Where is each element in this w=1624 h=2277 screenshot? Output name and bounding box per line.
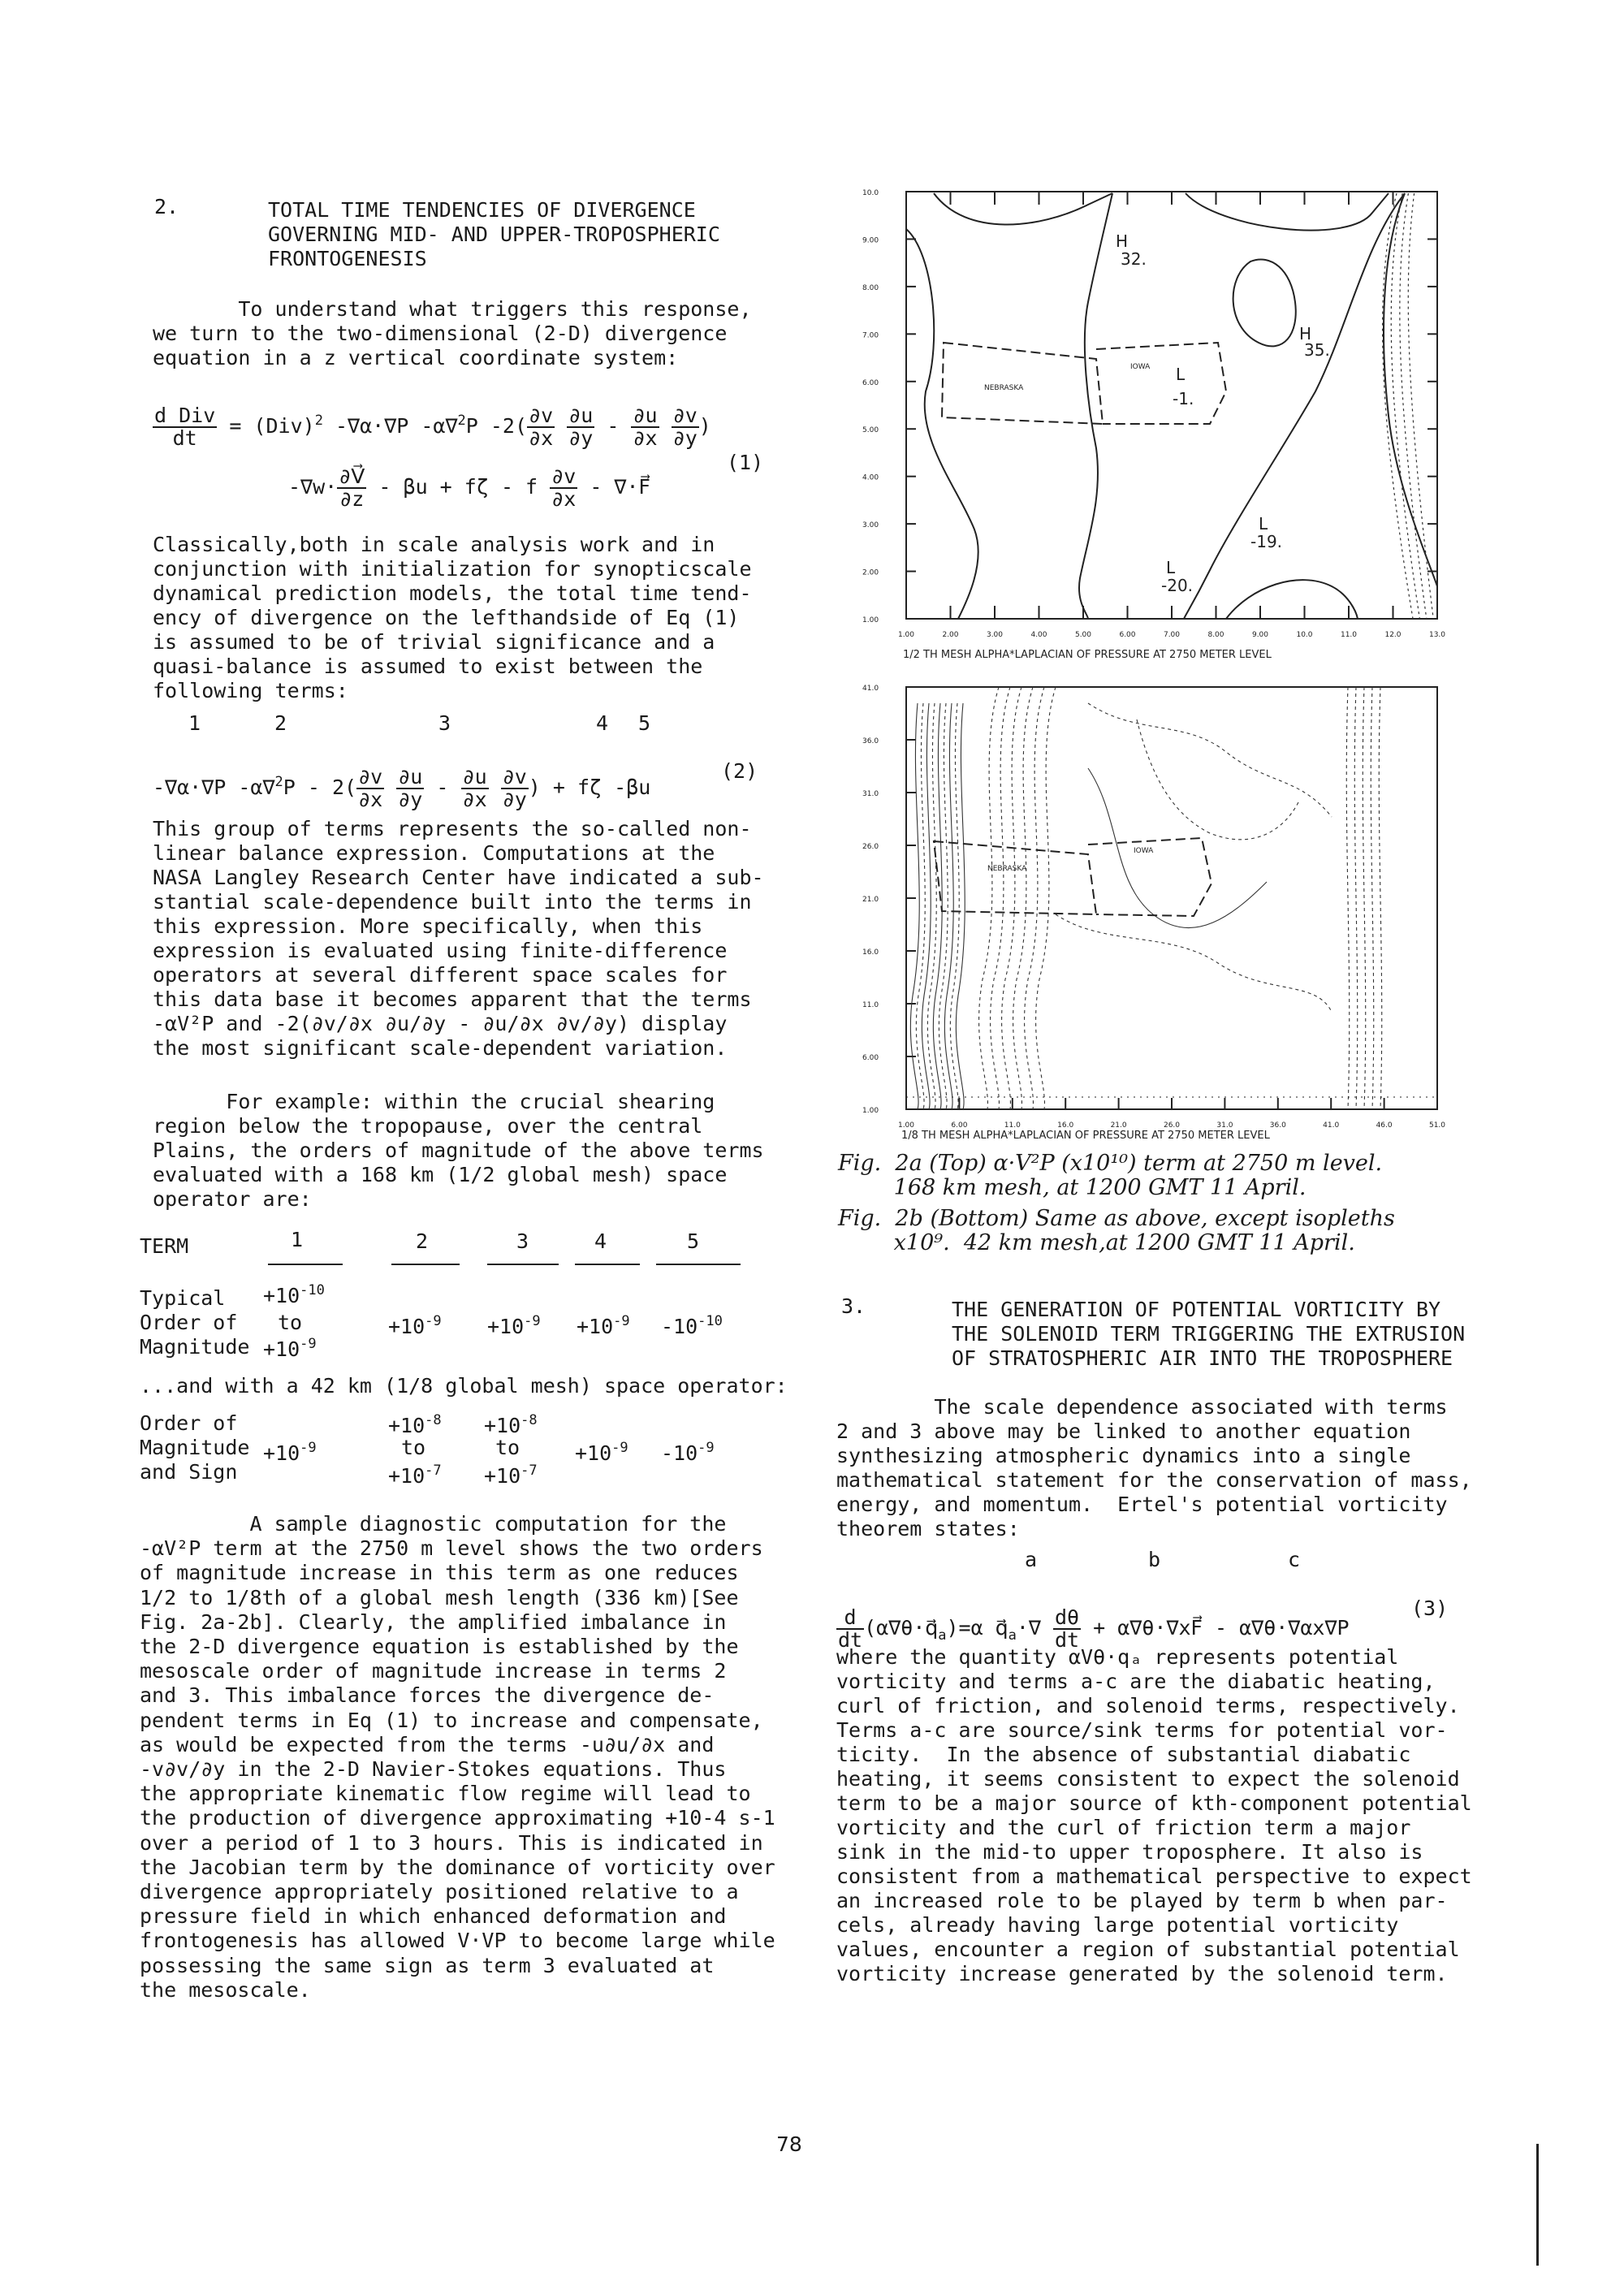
- dotted-contour: [1391, 193, 1419, 619]
- figure-2b-plot: [862, 685, 1445, 1142]
- y-tick-label: 7.00: [862, 331, 879, 340]
- table-header-term: TERM: [140, 1234, 189, 1258]
- figure-2a-plot: [862, 189, 1445, 661]
- y-tick-label: 36.0: [862, 737, 879, 745]
- text-line: mathematical statement for the conservation of mass,: [836, 1468, 1472, 1492]
- figure-2a: [844, 180, 1445, 668]
- nebraska-border: [942, 343, 1103, 424]
- text-line: consistent from a mathematical perspective to expect: [836, 1864, 1472, 1888]
- table2-row-label-1: Order of: [140, 1411, 238, 1435]
- x-tick-label: 2.00: [942, 631, 959, 639]
- figure-2b: [844, 671, 1445, 1142]
- y-tick-label: 8.00: [862, 283, 879, 292]
- text-line: This group of terms represents the so-called non-: [153, 817, 752, 840]
- table1-row-label-2: Order of: [140, 1311, 238, 1334]
- section3-number: 3.: [841, 1294, 866, 1318]
- table1-value-2: $+10^{-9}$: [388, 1313, 442, 1338]
- table2-col5: $-10^{-9}$: [661, 1440, 715, 1465]
- y-tick-label: 2.00: [862, 568, 879, 577]
- y-tick-label: 31.0: [862, 790, 879, 798]
- text-line: the 2-D divergence equation is established by the: [140, 1635, 739, 1658]
- table1-col1-bot: $+10^{-9}$: [263, 1336, 317, 1361]
- text-line: vorticity and terms a-c are the diabatic heating,: [836, 1670, 1436, 1693]
- text-line: the appropriate kinematic flow regime will lead to: [140, 1782, 751, 1806]
- contour: [956, 703, 965, 1109]
- section-title-line-3: FRONTOGENESIS: [268, 247, 427, 270]
- dotted-contour: [1408, 193, 1433, 619]
- contour: [1384, 193, 1437, 586]
- text-line: dynamical prediction models, the total time tend-: [153, 581, 752, 605]
- text-line: The scale dependence associated with terms: [836, 1395, 1448, 1419]
- y-tick-label: 1.00: [862, 1107, 879, 1115]
- text-line: cels, already having large potential vorticity: [836, 1913, 1399, 1937]
- table1-value-4: $+10^{-9}$: [577, 1313, 630, 1338]
- text-line: Terms a-c are source/sink terms for potential vor-: [836, 1718, 1448, 1742]
- x-tick-label: 21.0: [1110, 1121, 1127, 1130]
- text-line: pendent terms in Eq (1) to increase and compensate,: [140, 1708, 763, 1732]
- text-line: NASA Langley Research Center have indicated a sub-: [153, 866, 764, 889]
- text-line: of magnitude increase in this term as one reduces: [140, 1561, 739, 1585]
- eq3-term-b: b: [1148, 1548, 1161, 1571]
- figure-2a-frame: [906, 192, 1437, 619]
- x-tick-label: 46.0: [1376, 1121, 1393, 1130]
- y-tick-label: 1.00: [862, 616, 879, 624]
- text-line: the production of divergence approximating +10-4 s-1: [140, 1806, 775, 1830]
- text-line: -v∂v/∂y in the 2-D Navier-Stokes equations. Thus: [140, 1757, 727, 1781]
- y-tick-label: 10.0: [862, 189, 879, 197]
- x-tick-label: 9.00: [1251, 631, 1269, 639]
- dotted-contour: [1371, 687, 1373, 1109]
- table-header-rule-3: [487, 1264, 559, 1265]
- text-line: conjunction with initialization for synopticscale: [153, 557, 752, 581]
- equation-1-line-2: -∇w· $\frac{\partial V⃗}{\partial z}$ - βu + fζ - f $\frac{\partial v}{\partial x}$ - ∇·F⃗: [288, 464, 650, 511]
- text-line: Classically,both in scale analysis work and in: [153, 533, 715, 556]
- text-line: For example: within the crucial shearing: [153, 1090, 715, 1113]
- low-value: -1.: [1173, 389, 1194, 408]
- text-line: energy, and momentum. Ertel's potential vorticity: [836, 1493, 1448, 1516]
- eq2-term-5: 5: [638, 711, 651, 735]
- table1-row-label-1: Typical: [140, 1286, 226, 1310]
- text-line: operator are:: [153, 1187, 312, 1211]
- table-header-2: 2: [416, 1229, 429, 1253]
- text-line: the mesoscale.: [140, 1977, 311, 2002]
- dotted-contour: [1354, 687, 1357, 1109]
- figure-2b-caption: 1/8 TH MESH ALPHA*LAPLACIAN OF PRESSURE AT 2750 METER LEVEL: [901, 1130, 1270, 1142]
- text-line: vorticity and the curl of friction term a major: [836, 1816, 1411, 1839]
- text-line: quasi-balance is assumed to exist between the: [153, 655, 703, 678]
- contour: [1088, 703, 1332, 817]
- text-line: -αV²P and -2(∂v/∂x ∂u/∂y - ∂u/∂x ∂v/∂y) display: [153, 1012, 728, 1035]
- iowa-border: [1096, 343, 1226, 424]
- contour: [1226, 580, 1358, 619]
- equation-2-number: (2): [721, 759, 758, 783]
- text-line: sink in the mid-to upper troposphere. It also is: [836, 1840, 1423, 1864]
- equation-2: -∇α·∇P -α∇$^2$P - 2( $\frac{\partial v}{\partial x}$ $\frac{\partial u}{\partial y}$ - $\frac{\partial u}{\partial x}$ $\frac{\partial v}{\partial y}$ ) + fζ -βu: [153, 765, 651, 811]
- x-tick-label: 26.0: [1163, 1121, 1181, 1130]
- nebraska-label: NEBRASKA: [984, 384, 1024, 392]
- iowa-label: IOWA: [1130, 363, 1151, 371]
- low-label: L: [1166, 558, 1176, 577]
- x-tick-label: 5.00: [1074, 631, 1092, 639]
- contour: [1088, 768, 1267, 928]
- contour: [991, 687, 1010, 1109]
- equation-3-number: (3): [1411, 1596, 1449, 1620]
- iowa-label: IOWA: [1134, 847, 1154, 855]
- table2-col3-bot: $+10^{-7}$: [484, 1463, 538, 1488]
- text-line: following terms:: [153, 679, 348, 702]
- table1-col1-mid: to: [278, 1311, 303, 1334]
- y-tick-label: 21.0: [862, 896, 879, 904]
- nebraska-label: NEBRASKA: [987, 865, 1027, 873]
- y-tick-label: 26.0: [862, 843, 879, 851]
- x-tick-label: 11.0: [1340, 631, 1358, 639]
- y-tick-label: 6.00: [862, 378, 879, 387]
- text-line: mesoscale order of magnitude increase in terms 2: [140, 1659, 727, 1683]
- y-tick-label: 5.00: [862, 426, 879, 435]
- text-line: evaluated with a 168 km (1/2 global mesh) space: [153, 1163, 728, 1186]
- contour: [1025, 687, 1044, 1109]
- text-line: the Jacobian term by the dominance of vorticity over: [140, 1855, 775, 1879]
- x-tick-label: 11.0: [1004, 1121, 1021, 1130]
- table1-value-3: $+10^{-9}$: [487, 1313, 541, 1338]
- table2-col2-top: $+10^{-8}$: [388, 1412, 442, 1437]
- table2-col2-bot: $+10^{-7}$: [388, 1463, 442, 1488]
- fig-caption-line-4: x10⁹. 42 km mesh,at 1200 GMT 11 April.: [838, 1230, 1355, 1255]
- high-value: 32.: [1121, 249, 1147, 269]
- x-tick-label: 7.00: [1163, 631, 1181, 639]
- high-label: H: [1116, 231, 1129, 251]
- eq2-term-4: 4: [596, 711, 609, 735]
- text-line: Plains, the orders of magnitude of the above terms: [153, 1138, 764, 1162]
- y-tick-label: 41.0: [862, 685, 879, 693]
- contour: [1056, 914, 1332, 1012]
- x-tick-label: 6.00: [1119, 631, 1136, 639]
- text-line: heating, it seems consistent to expect the solenoid: [836, 1767, 1460, 1791]
- table2-col2-mid: to: [401, 1436, 426, 1459]
- text-line: term to be a major source of kth-component potential: [836, 1791, 1472, 1815]
- text-line: ency of divergence on the lefthandside of Eq (1): [153, 606, 740, 629]
- contour: [1184, 193, 1405, 619]
- page-number: 78: [776, 2132, 802, 2156]
- table1-value-5: $-10^{-10}$: [661, 1313, 723, 1338]
- contour: [906, 229, 978, 619]
- section-number: 2.: [154, 195, 179, 218]
- text-line: over a period of 1 to 3 hours. This is indicated in: [140, 1830, 763, 1855]
- text-line: is assumed to be of trivial significance and a: [153, 630, 715, 654]
- y-tick-label: 4.00: [862, 473, 879, 482]
- x-tick-label: 31.0: [1216, 1121, 1233, 1130]
- y-tick-label: 11.0: [862, 1001, 879, 1009]
- x-tick-label: 6.00: [951, 1121, 968, 1130]
- text-line: pressure field in which enhanced deformation and: [140, 1904, 727, 1929]
- eq3-term-c: c: [1288, 1548, 1301, 1571]
- contour: [1013, 687, 1033, 1109]
- contour: [934, 193, 1112, 225]
- text-line: Fig. 2a-2b]. Clearly, the amplified imbalance in: [140, 1609, 727, 1634]
- eq2-term-2: 2: [274, 711, 287, 735]
- contour: [910, 703, 919, 1109]
- dotted-contour: [1379, 687, 1381, 1109]
- fig-caption-line-2: 168 km mesh, at 1200 GMT 11 April.: [838, 1175, 1307, 1200]
- text-line: A sample diagnostic computation for the: [140, 1512, 727, 1536]
- x-tick-label: 10.0: [1296, 631, 1313, 639]
- y-tick-label: 3.00: [862, 521, 879, 530]
- contour: [922, 703, 931, 1109]
- eq3-term-a: a: [1025, 1548, 1038, 1571]
- table-header-5: 5: [687, 1229, 700, 1253]
- contour: [1036, 687, 1056, 1109]
- contour: [1079, 193, 1112, 619]
- high-value: 35.: [1304, 340, 1330, 360]
- contour: [1233, 259, 1296, 346]
- table-header-rule-5: [656, 1264, 741, 1265]
- dotted-contour: [1346, 687, 1349, 1109]
- table2-col3-mid: to: [495, 1436, 520, 1459]
- text-line: stantial scale-dependence built into the terms in: [153, 890, 752, 914]
- contour: [939, 703, 948, 1109]
- dotted-contour: [1363, 687, 1365, 1109]
- text-line: curl of friction, and solenoid terms, respectively.: [836, 1694, 1460, 1717]
- text-line: linear balance expression. Computations at the: [153, 841, 715, 865]
- text-line: divergence appropriately positioned relative to a: [140, 1880, 739, 1903]
- x-tick-label: 8.00: [1207, 631, 1224, 639]
- table2-col4: $+10^{-9}$: [575, 1440, 628, 1465]
- text-line: synthesizing atmospheric dynamics into a single: [836, 1444, 1411, 1467]
- x-tick-label: 51.0: [1428, 1121, 1445, 1130]
- x-tick-label: 1.00: [897, 631, 915, 639]
- text-line: vorticity increase generated by the solenoid term.: [836, 1962, 1448, 1985]
- contour: [927, 703, 936, 1109]
- equation-1-number: (1): [727, 451, 764, 474]
- contour: [950, 703, 959, 1109]
- text-line: this expression. More specifically, when this: [153, 914, 703, 938]
- x-tick-label: 3.00: [986, 631, 1004, 639]
- contour: [979, 687, 999, 1109]
- dotted-contour: [1400, 193, 1427, 619]
- table-header-4: 4: [594, 1229, 607, 1253]
- equation-3: $\frac{d}{dt}$ $(\alpha\nabla\theta\cdot q⃗_a)=\alpha$ $q⃗_a\cdot\nabla$ $\frac{d\theta}{dt}$ + α∇θ·∇xF⃗ - α∇θ·∇αx∇P: [838, 1605, 1350, 1652]
- text-line: ticity. In the absence of substantial diabatic: [836, 1743, 1411, 1766]
- text-line: this data base it becomes apparent that the terms: [153, 987, 752, 1011]
- table-header-3: 3: [516, 1229, 529, 1253]
- figure-2a-caption: 1/2 TH MESH ALPHA*LAPLACIAN OF PRESSURE AT 2750 METER LEVEL: [903, 649, 1272, 661]
- table2-col1: $+10^{-9}$: [263, 1440, 317, 1465]
- contour: [944, 703, 953, 1109]
- contour: [1137, 719, 1299, 840]
- fig-caption-line-1: Fig. 2a (Top) α·V²P (x10¹⁰) term at 2750 m level.: [838, 1151, 1383, 1176]
- text-line: 1/2 to 1/8th of a global mesh length (336 km)[See: [140, 1585, 739, 1609]
- table1-row-label-3: Magnitude: [140, 1335, 250, 1359]
- table-header-rule-1: [268, 1264, 343, 1265]
- table2-col3-top: $+10^{-8}$: [484, 1412, 538, 1437]
- x-tick-label: 1.00: [897, 1121, 915, 1130]
- text-line: region below the tropopause, over the central: [153, 1114, 703, 1138]
- low-label: L: [1176, 365, 1186, 384]
- text-line: as would be expected from the terms -u∂u/∂x and: [140, 1732, 715, 1756]
- high-label: H: [1299, 324, 1312, 343]
- text-line: 2 and 3 above may be linked to another equation: [836, 1419, 1411, 1443]
- table-header-1: 1: [291, 1228, 304, 1251]
- eq2-term-1: 1: [188, 711, 201, 735]
- section3-title-line-2: THE SOLENOID TERM TRIGGERING THE EXTRUSION: [952, 1322, 1466, 1346]
- x-tick-label: 16.0: [1057, 1121, 1074, 1130]
- table2-row-label-2: Magnitude: [140, 1436, 250, 1459]
- x-tick-label: 4.00: [1030, 631, 1047, 639]
- low-value: -20.: [1161, 576, 1194, 595]
- text-line: frontogenesis has allowed V·VP to become large while: [140, 1929, 775, 1953]
- contour: [916, 703, 925, 1109]
- page-edge-mark: [1536, 2144, 1539, 2266]
- table-header-rule-2: [391, 1264, 460, 1265]
- section3-title-line-1: THE GENERATION OF POTENTIAL VORTICITY BY: [952, 1298, 1441, 1321]
- low-label: L: [1259, 514, 1268, 534]
- x-tick-label: 36.0: [1269, 1121, 1286, 1130]
- section-title-line-2: GOVERNING MID- AND UPPER-TROPOSPHERIC: [268, 223, 720, 246]
- text-line: where the quantity αVθ·qₐ represents potential: [836, 1645, 1399, 1669]
- section3-title-line-3: OF STRATOSPHERIC AIR INTO THE TROPOSPHERE: [952, 1346, 1453, 1370]
- table2-row-label-3: and Sign: [140, 1460, 238, 1484]
- text-line: an increased role to be played by term b when par-: [836, 1889, 1448, 1912]
- text-line: -αV²P term at the 2750 m level shows the two orders: [140, 1536, 763, 1561]
- text-line: equation in a z vertical coordinate system:: [153, 346, 679, 369]
- text-line: To understand what triggers this response,: [153, 297, 752, 321]
- y-tick-label: 6.00: [862, 1054, 879, 1062]
- table2-intro: ...and with a 42 km (1/8 global mesh) space operator:: [140, 1374, 788, 1398]
- y-tick-label: 9.00: [862, 236, 879, 245]
- contour: [1002, 687, 1021, 1109]
- fig-caption-line-3: Fig. 2b (Bottom) Same as above, except isopleths: [838, 1206, 1395, 1231]
- equation-1-line-1: $\frac{\text{d Div}}{dt}$ = (Div)$^2$ -∇α·∇P -α∇$^2$P -2( $\frac{\partial v}{\partial x}$ $\frac{\partial u}{\partial y}$ - $\frac{\partial u}{\partial x}$ $\frac{\partial v}{\partial y}$ ): [154, 404, 711, 450]
- eq2-term-3: 3: [438, 711, 451, 735]
- text-line: the most significant scale-dependent variation.: [153, 1036, 728, 1060]
- low-value: -19.: [1250, 532, 1283, 551]
- x-tick-label: 41.0: [1323, 1121, 1340, 1130]
- text-line: operators at several different space scales for: [153, 963, 728, 987]
- text-line: possessing the same sign as term 3 evaluated at: [140, 1953, 715, 1977]
- table-header-rule-4: [575, 1264, 640, 1265]
- x-tick-label: 12.0: [1384, 631, 1402, 639]
- text-line: we turn to the two-dimensional (2-D) divergence: [153, 322, 728, 345]
- text-line: theorem states:: [836, 1517, 1020, 1540]
- text-line: values, encounter a region of substantial potential: [836, 1938, 1460, 1961]
- section-title-line-1: TOTAL TIME TENDENCIES OF DIVERGENCE: [268, 198, 696, 222]
- x-tick-label: 13.0: [1428, 631, 1445, 639]
- y-tick-label: 16.0: [862, 948, 879, 957]
- text-line: and 3. This imbalance forces the divergence de-: [140, 1683, 715, 1708]
- table1-col1-top: $+10^{-10}$: [263, 1282, 325, 1307]
- text-line: expression is evaluated using finite-difference: [153, 939, 728, 962]
